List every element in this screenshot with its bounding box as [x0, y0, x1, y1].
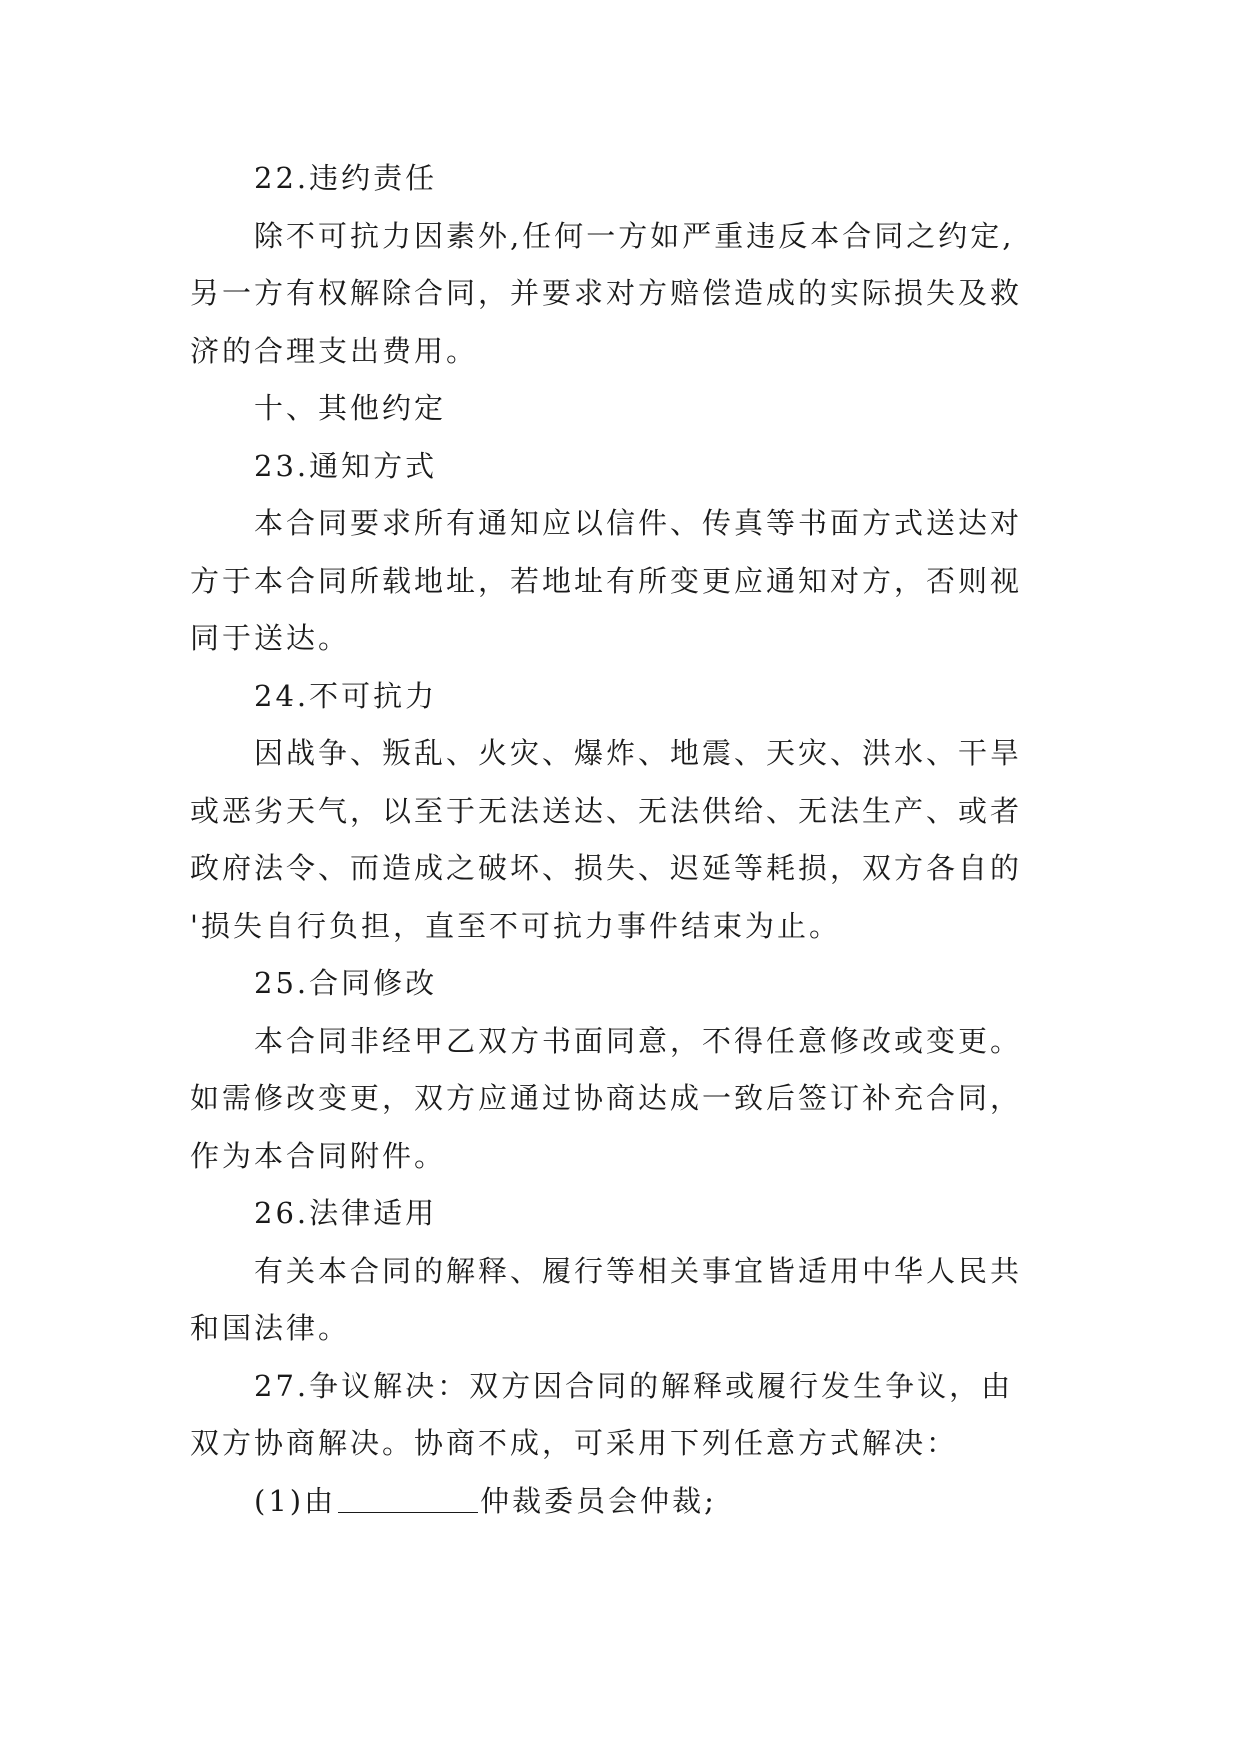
paragraph-line: 同于送达。: [190, 621, 351, 655]
paragraph-line: 因战争、叛乱、火灾、爆炸、地震、天灾、洪水、干旱: [254, 736, 1023, 770]
section-heading-24: 24.不可抗力: [254, 678, 438, 713]
paragraph-line: 另一方有权解除合同，并要求对方赔偿造成的实际损失及救: [190, 276, 1023, 310]
paragraph-line: 如需修改变更，双方应通过协商达成一致后签订补充合同，: [190, 1081, 1023, 1115]
paragraph-line: 济的合理支出费用。: [190, 333, 479, 368]
fill-in-blank: [338, 1482, 478, 1513]
document-body: [190, 150, 1090, 1530]
paragraph-line: 方于本合同所载地址，若地址有所变更应通知对方，否则视: [190, 563, 1023, 598]
paragraph-line: 或恶劣天气，以至于无法送达、无法供给、无法生产、或者: [190, 793, 1023, 828]
section-heading-25: 25.合同修改: [254, 966, 438, 1000]
paragraph-line: 除不可抗力因素外,任何一方如严重违反本合同之约定,: [254, 218, 1015, 253]
clause-suffix: 仲裁委员会仲裁;: [480, 1483, 717, 1518]
paragraph-line: 作为本合同附件。: [190, 1138, 447, 1173]
paragraph-line: 本合同非经甲乙双方书面同意，不得任意修改或变更。: [254, 1023, 1023, 1058]
paragraph-line: 和国法律。: [190, 1311, 351, 1345]
arbitration-clause-line: [190, 1473, 1090, 1531]
section-heading-23: 23.通知方式: [254, 448, 438, 483]
paragraph-line: '损失自行负担，直至不可抗力事件结束为止。: [190, 908, 841, 943]
chapter-heading-10: 十、其他约定: [254, 391, 447, 425]
paragraph-line: 双方协商解决。协商不成，可采用下列任意方式解决：: [190, 1426, 959, 1460]
paragraph-line: 有关本合同的解释、履行等相关事宜皆适用中华人民共: [254, 1253, 1023, 1288]
paragraph-line: 政府法令、而造成之破坏、损失、迟延等耗损，双方各自的: [190, 851, 1023, 885]
section-heading-26: 26.法律适用: [254, 1196, 438, 1230]
section-heading-22: 22.违约责任: [254, 161, 438, 195]
clause-prefix: (1)由: [254, 1483, 337, 1518]
section-heading-27: 27.争议解决：双方因合同的解释或履行发生争议，由: [254, 1368, 1014, 1403]
paragraph-line: 本合同要求所有通知应以信件、传真等书面方式送达对: [254, 506, 1023, 540]
